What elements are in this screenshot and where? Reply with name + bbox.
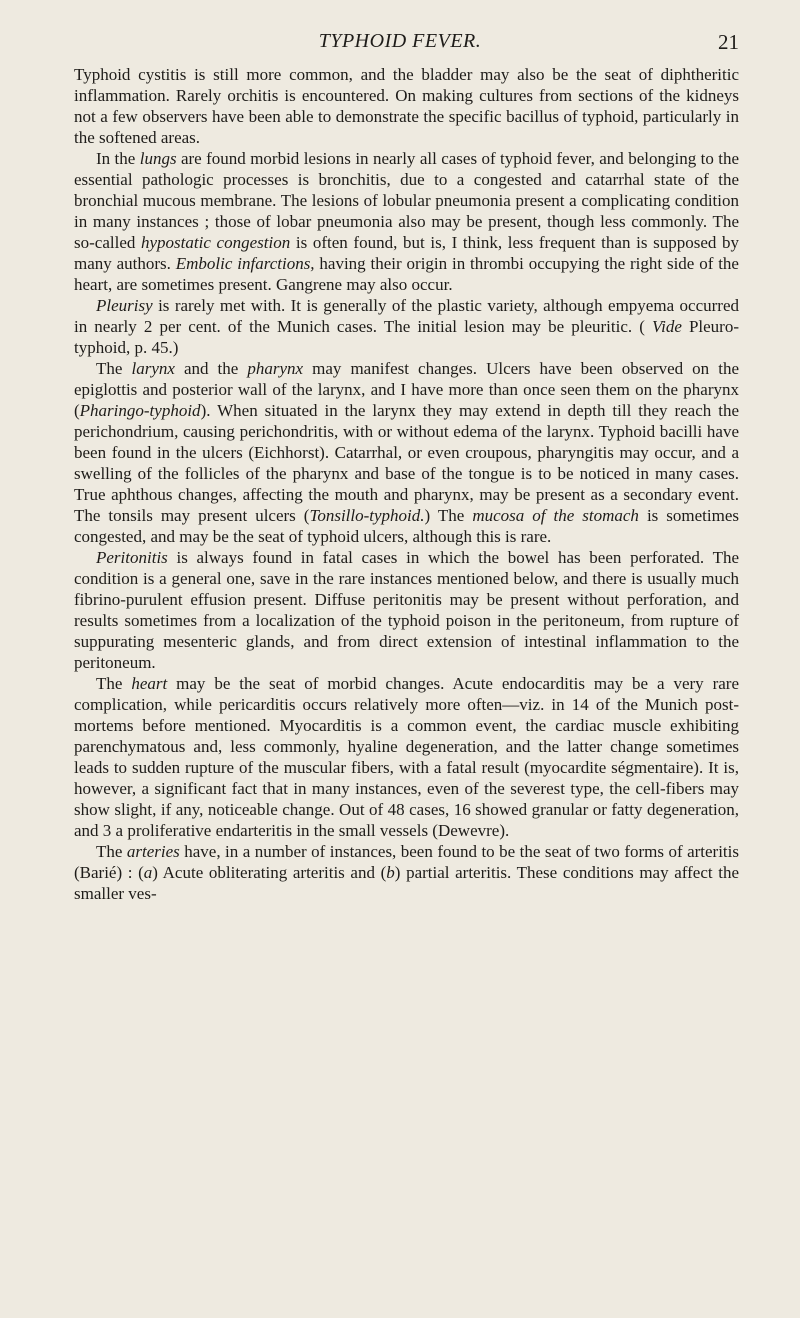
- text-run: may manifest changes. Ulcers have been observed on the epiglottis and posterior wall of the larynx, and I have more than once seen them on the pharynx (: [74, 359, 739, 420]
- text-run: is always found in fatal cases in which the bowel has been perforated. The condition is a general one, save in the rare instances mentioned below, and there is usually much fibrino-purulent effusion present. Diffuse peritonitis may be present without perforation, and results sometimes from a localization of the typhoid poison in the peritoneum, from rupture of suppurating mesenteric glands, and from direct extension of intestinal inflammation to the peritoneum.: [74, 548, 739, 672]
- italic-term: hypostatic congestion: [141, 233, 291, 252]
- text-run: have, in a number of instances, been found to be the seat of two forms of arteritis (Barié) : (: [74, 842, 739, 882]
- text-run: ). When situated in the larynx they may extend in depth till they reach the perichondrium, causing perichondritis, with or without edema of the larynx. Typhoid bacilli have been found in the ulcers (Eichhorst). Catarrhal, or even croupous, pharyngitis may occur, and a swelling of the follicles of the pharynx and base of the tongue is to be noticed in many cases. True aphthous changes, affecting the mouth and pharynx, may be present as a secondary event. The tonsils may present ulcers (: [74, 401, 739, 525]
- paragraph-lungs: [74, 148, 739, 295]
- italic-term: Tonsillo-typhoid.: [309, 506, 425, 525]
- text-run: may be the seat of morbid changes. Acute endocarditis may be a very rare complication, while pericarditis occurs relatively more often—viz. in 14 of the Munich post-mortems before mentioned. Myocarditis is a common event, the cardiac muscle exhibiting parenchymatous and, less commonly, hyaline degeneration, and the latter change sometimes leads to sudden rupture of the muscular fibers, with a fatal result (myocardite ségmentaire). It is, however, a significant fact that in many instances, even of the severest type, the cell-fibers may show slight, if any, noticeable change. Out of 48 cases, 16 showed granular or fatty degeneration, and 3 a proliferative endarteritis in the small vessels (Dewevre).: [74, 674, 739, 840]
- text-run: ) partial arteritis. These conditions may affect the smaller ves-: [74, 863, 739, 903]
- italic-term: Pharingo-typhoid: [79, 401, 201, 420]
- italic-term: Pleurisy: [96, 296, 153, 315]
- text-run: are found morbid lesions in nearly all cases of typhoid fever, and belonging to the essential pathologic processes is bronchitis, due to a congested and catarrhal state of the bronchial mucous membrane. The lesions of lobular pneumonia present a complicating condition in many instances ; those of lobar pneumonia also may be present, though less commonly. The so-called: [74, 149, 739, 252]
- italic-term: larynx: [131, 359, 175, 378]
- paragraph-bladder: [74, 64, 739, 148]
- running-title: TYPHOID FEVER.: [318, 30, 482, 52]
- italic-term: Peritonitis: [96, 548, 168, 567]
- paragraph-peritonitis: [74, 547, 739, 673]
- text-run: The: [96, 674, 132, 693]
- running-head: [0, 24, 800, 54]
- text-run: is often found, but is, I think, less frequent than is supposed by many authors.: [74, 233, 740, 273]
- italic-term: heart: [131, 674, 168, 693]
- italic-term: Vide: [651, 317, 682, 336]
- paragraph-arteries: [74, 841, 739, 904]
- body-text: [74, 64, 739, 904]
- italic-term: a: [143, 863, 153, 882]
- paragraph-pleurisy: [74, 295, 739, 358]
- text-run: is sometimes congested, and may be the seat of typhoid ulcers, although this is rare.: [74, 506, 739, 546]
- italic-term: pharynx: [247, 359, 304, 378]
- text-run: ) Acute obliterating arteritis and (: [152, 863, 387, 882]
- text-run: and the: [174, 359, 248, 378]
- italic-term: arteries: [126, 842, 180, 861]
- text-run: ) The: [424, 506, 473, 525]
- text-run: having their origin in thrombi occupying the right side of the heart, are sometimes present. Gangrene may also occur.: [74, 254, 739, 294]
- paragraph-heart: [74, 673, 739, 841]
- italic-term: Embolic infarctions,: [175, 254, 315, 273]
- text-run: is rarely met with. It is generally of the plastic variety, although empyema occurred in nearly 2 per cent. of the Munich cases. The initial lesion may be pleuritic. (: [74, 296, 739, 336]
- paragraph-larynx: [74, 358, 739, 547]
- text-run: The: [96, 359, 132, 378]
- text-run: In the: [96, 149, 140, 168]
- text-run: Typhoid cystitis is still more common, and the bladder may also be the seat of diphtheritic inflammation. Rarely orchitis is encountered. On making cultures from sections of the kidneys not a few observers have been able to demonstrate the specific bacillus of typhoid, particularly in the softened areas.: [74, 65, 739, 147]
- italic-term: b: [386, 863, 395, 882]
- text-run: The: [96, 842, 127, 861]
- page-number: 21: [718, 30, 739, 54]
- italic-term: lungs: [139, 149, 177, 168]
- text-run: Pleuro-typhoid, p. 45.): [74, 317, 740, 357]
- italic-term: mucosa of the stomach: [472, 506, 639, 525]
